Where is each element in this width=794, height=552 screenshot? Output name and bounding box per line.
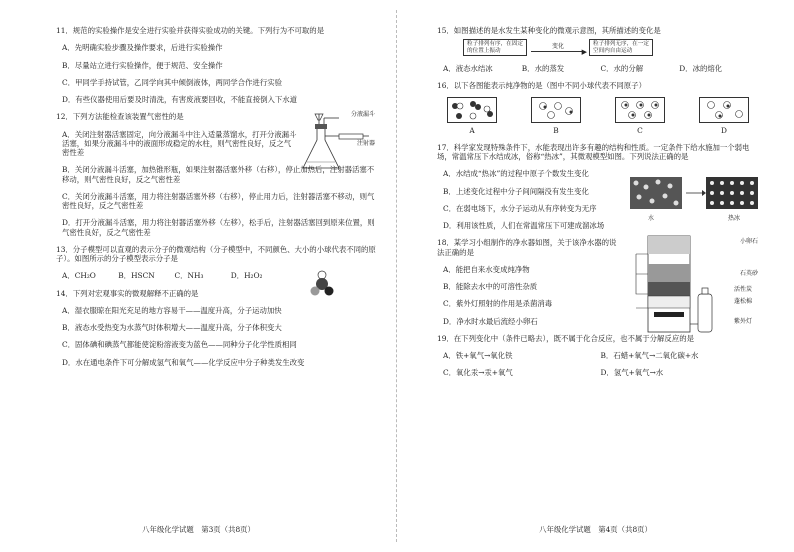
q17-option-a: A．水结成“热冰”的过程中原子个数发生变化	[443, 169, 589, 179]
syringe-label: 注射器	[356, 140, 375, 148]
purifier-label-sand: 石英砂	[739, 270, 758, 278]
q19-option-c: C．氧化汞→汞+氧气	[443, 368, 513, 378]
q15-arrow	[527, 43, 589, 56]
q19-stem: 19．在下列变化中（条件已略去），既不属于化合反应，也不属于分解反应的是	[437, 333, 694, 343]
molecule-model-figure	[309, 269, 335, 297]
q15-option-d: D．冰的熔化	[679, 64, 723, 74]
q11-option-a: A．先明确实验步骤及操作要求，后进行实验操作	[62, 43, 223, 53]
q12-option-d: D．打开分液漏斗活塞，用力将注射器活塞外移（左移），松手后，注射器活塞回到原来位置，则气密性良好，反之气密性差	[62, 218, 375, 237]
q16-figures	[447, 97, 758, 123]
q15-arrow-label: 变化	[551, 43, 564, 51]
q11-option-c: C．甲同学手持试管，乙同学向其中倾倒液体，两同学合作进行实验	[62, 77, 282, 87]
q16-figure-d	[699, 97, 749, 123]
funnel-label: 分液漏斗	[350, 111, 375, 119]
q19-options-row2	[443, 368, 758, 377]
question-12	[56, 112, 377, 237]
q16-label-a: A	[469, 125, 475, 135]
question-13	[56, 245, 377, 281]
question-17	[437, 143, 758, 231]
q13-option-d: D．H₂O₂	[230, 271, 263, 281]
q13-option-c: C．NH₃	[174, 271, 204, 281]
question-15	[437, 26, 758, 73]
q11-option-d: D．有些仪器使用后要及时清洗，有害废液要回收，不能直接倒入下水道	[62, 95, 298, 104]
q16-figure-a	[447, 97, 497, 123]
q15-diagram	[463, 39, 758, 56]
q18-option-a: A．能把自来水变成纯净物	[443, 264, 530, 274]
q14-option-b: B．液态水受热变为水蒸气时体积增大——温度升高，分子体积变大	[62, 323, 282, 332]
question-18	[437, 238, 758, 326]
q14-option-c: C．固体碘和碘蒸气都能使淀粉溶液变为蓝色——同种分子化学性质相同	[62, 340, 297, 350]
q15-option-a: A．液态水结冰	[443, 64, 493, 74]
q16-label-c: C	[637, 125, 643, 135]
q14-option-d: D．水在通电条件下可分解成氢气和氧气——化学反应中分子种类发生改变	[62, 357, 305, 367]
q18-option-d: D．净水时水最后流经小卵石	[443, 316, 538, 326]
q15-box-after: 粒子排列无序，在一定空间内自由运动	[589, 39, 653, 56]
q19-option-a: A．铁+氧气→氧化铁	[443, 351, 513, 361]
q15-option-b: B．水的蒸发	[521, 64, 565, 74]
q17-stem: 17．科学家发现特殊条件下，水能表现出许多有趣的结构和性质。一定条件下给水施加一个弱电场，常温常压下水结成冰，俗称“热冰”，其微观模型如图。下列说法正确的是	[437, 142, 750, 162]
q15-options	[443, 64, 758, 73]
q13-option-a: A．CH₂O	[62, 271, 96, 281]
q16-labels	[447, 126, 758, 135]
q17-option-b: B．上述变化过程中分子间间隔没有发生变化	[443, 186, 589, 196]
q19-option-b: B．石蜡+氧气→二氧化碳+水	[600, 351, 699, 361]
q14-option-a: A．湿衣服晾在阳光充足的地方容易干——温度升高，分子运动加快	[62, 305, 282, 315]
right-page	[397, 0, 794, 552]
question-16	[437, 81, 758, 135]
q15-option-c: C．水的分解	[600, 64, 644, 74]
purifier-label-pebble: 小卵石	[739, 238, 758, 246]
question-19	[437, 334, 758, 378]
arrow-right-icon: ▶	[531, 51, 585, 52]
water-hot-ice-figure	[630, 177, 758, 215]
q18-option-c: C．紫外灯照射的作用是杀菌消毒	[443, 299, 553, 309]
q11-option-b: B．尽量站立进行实验操作，便于规范、安全操作	[62, 60, 223, 70]
q11-stem: 11．规范的实验操作是安全进行实验并获得实验成功的关键。下列行为不可取的是	[56, 26, 325, 35]
q14-stem: 14．下列对宏观事实的微观解释不正确的是	[56, 288, 199, 298]
q12-stem: 12．下列方法能检查该装置气密性的是	[56, 112, 184, 122]
left-page-footer: 八年级化学试题 第3页（共8页）	[142, 524, 255, 534]
right-page-footer: 八年级化学试题 第4页（共8页）	[539, 524, 652, 534]
q13-option-b: B．HSCN	[118, 271, 155, 281]
purifier-label-cotton: 蓬松棉	[733, 298, 752, 306]
q16-figure-b	[531, 97, 581, 123]
question-11	[56, 26, 377, 104]
q16-label-d: D	[721, 125, 727, 135]
q17-option-c: C．在弱电场下，水分子运动从有序转变为无序	[443, 203, 597, 213]
q17-fig-label-hot-ice: 热冰	[727, 214, 740, 222]
water-purifier-figure	[628, 234, 718, 338]
q12-option-a: A．关闭注射器活塞固定，向分液漏斗中注入适量蒸馏水，打开分液漏斗活塞，如果分液漏斗中的液面形成稳定的水柱，则气密性良好，反之气密性差	[62, 129, 297, 157]
q19-option-d: D．氢气+氧气→水	[600, 368, 664, 378]
q15-stem: 15．如图描述的是水发生某种变化的微观示意图，其所描述的变化是	[437, 26, 661, 35]
q17-fig-label-water: 水	[647, 214, 654, 222]
question-14	[56, 289, 377, 367]
q15-box-before: 粒子排列有序，在固定的位置上振动	[463, 39, 527, 56]
purifier-label-uv-lamp: 紫外灯	[733, 318, 752, 326]
q13-stem: 13．分子模型可以直观的表示分子的微观结构（分子模型中，不同颜色、大小的小球代表不同的原子）。如图所示的分子模型表示分子是	[56, 244, 376, 263]
q12-option-c: C．关闭分液漏斗活塞，用力将注射器活塞外移（右移），停止用力后，注射器活塞不移动，则气密性良好，反之气密性差	[62, 191, 375, 210]
q16-figure-c	[615, 97, 665, 123]
q17-option-d: D．利用该性质，人们在常温常压下可建成溜冰场	[443, 221, 605, 231]
q18-stem: 18．某学习小组制作的净水器如图，关于该净水器的说法正确的是	[437, 238, 617, 257]
q18-option-b: B．能除去水中的可溶性杂质	[443, 282, 538, 292]
q12-option-b: B．关闭分液漏斗活塞，加热锥形瓶，如果注射器活塞外移（右移），停止加热后，注射器活塞不移动，则气密性良好，反之气密性差	[62, 165, 375, 184]
q16-stem: 16．以下各图能表示纯净物的是（图中不同小球代表不同原子）	[437, 81, 646, 91]
purifier-label-carbon: 活性炭	[733, 286, 752, 294]
q19-options-row1	[443, 351, 758, 360]
q16-label-b: B	[553, 125, 559, 135]
